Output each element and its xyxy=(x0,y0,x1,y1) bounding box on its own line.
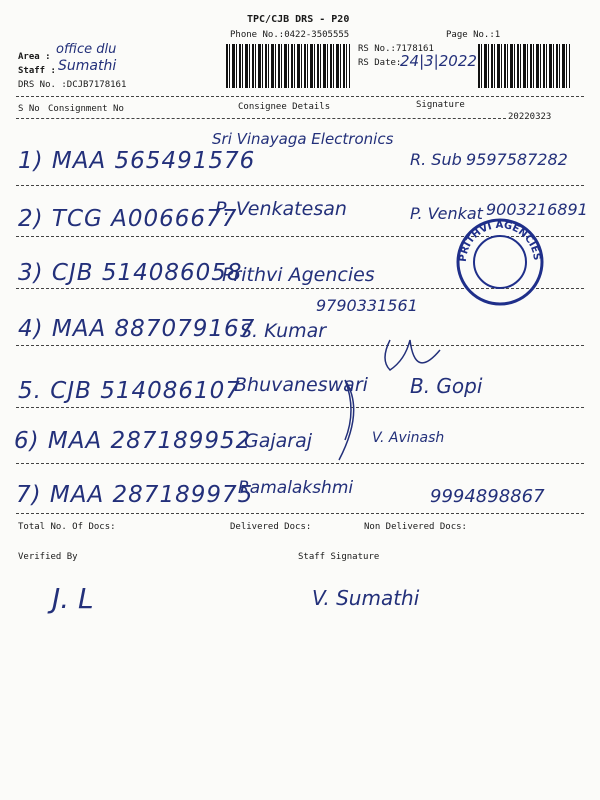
verified-by: Verified By xyxy=(18,552,78,562)
stamp-text-path: PRITHVI AGENCIES xyxy=(457,219,543,263)
row-consignment: 7) MAA 287189975 xyxy=(16,482,254,508)
page-value: 1 xyxy=(494,30,501,40)
rs-date-handwritten: 24|3|2022 xyxy=(400,52,477,70)
row-signature: V. Avinash xyxy=(372,430,445,446)
col-date-code: 20220323 xyxy=(508,112,552,122)
phone-label-text: Phone No.: xyxy=(230,30,285,40)
row-consignee: Gajaraj xyxy=(244,430,313,452)
scribble-2 xyxy=(339,380,354,460)
col-signature: Signature xyxy=(416,100,465,110)
drs-number xyxy=(18,80,126,90)
document-title: TPC/CJB DRS - P20 xyxy=(247,14,350,25)
col-consignee: Consignee Details xyxy=(238,102,331,112)
row-signature: P. Venkat xyxy=(410,204,483,223)
row-phone: 9003216891 xyxy=(486,200,588,219)
drs-value: DCJB7178161 xyxy=(66,80,127,90)
area-value: office dlu xyxy=(56,42,117,57)
non-delivered-docs: Non Delivered Docs: xyxy=(364,522,467,532)
scribble-1 xyxy=(385,340,440,370)
rs-no-label: RS No.: xyxy=(358,44,396,54)
rs-date-label: RS Date: xyxy=(358,58,402,68)
delivered-docs: Delivered Docs: xyxy=(230,522,312,532)
staff-value: Sumathi xyxy=(58,58,117,74)
row-phone: 9790331561 xyxy=(316,296,418,315)
staff-signature: V. Sumathi xyxy=(312,586,420,610)
row-consignee: Bhuvaneswari xyxy=(234,374,368,396)
drs-label: DRS No. : xyxy=(18,80,67,90)
staff-signature-label: Staff Signature xyxy=(298,552,380,562)
barcode-right xyxy=(478,44,570,88)
row-consignee: S. Kumar xyxy=(240,320,327,342)
row-consignment: 5. CJB 514086107 xyxy=(18,378,241,404)
barcode-left xyxy=(226,44,350,88)
rs-date xyxy=(358,58,401,68)
row-consignment: 6) MAA 287189952 xyxy=(14,428,252,454)
page-number xyxy=(446,30,500,40)
phone-value: 0422-3505555 xyxy=(284,30,350,40)
row-consignee: Ramalakshmi xyxy=(238,478,354,498)
row-consignee: Sri Vinayaga Electronics xyxy=(212,130,394,148)
row-consignee: Prithvi Agencies xyxy=(222,264,375,286)
col-consignment: Consignment No xyxy=(48,104,124,114)
row-divider xyxy=(16,513,584,514)
page-label: Page No.: xyxy=(446,30,495,40)
row-consignment: 2) TCG A0066677 xyxy=(18,206,238,232)
stamp-text xyxy=(458,220,542,262)
row-phone: 9597587282 xyxy=(466,150,568,169)
phone-label xyxy=(230,30,349,40)
total-docs: Total No. Of Docs: xyxy=(18,522,116,532)
stamp-inner-ring xyxy=(474,236,526,288)
row-signature: B. Gopi xyxy=(410,374,483,398)
row-consignment: 3) CJB 514086058 xyxy=(18,260,243,286)
row-phone: 9994898867 xyxy=(430,486,545,507)
row-consignment: 1) MAA 565491576 xyxy=(18,148,256,174)
company-stamp xyxy=(454,216,546,308)
signature-scribbles xyxy=(330,300,530,470)
row-signature: R. Sub xyxy=(410,150,462,169)
column-divider xyxy=(16,118,506,119)
row-consignee: P. Venkatesan xyxy=(215,198,347,220)
row-consignment: 4) MAA 887079167 xyxy=(18,316,256,342)
rs-no-value: 7178161 xyxy=(395,44,434,54)
staff-label: Staff : xyxy=(18,66,56,76)
col-sno: S No xyxy=(18,104,40,114)
area-label: Area : xyxy=(18,52,51,62)
row-divider xyxy=(16,185,584,186)
verified-signature: J. L xyxy=(52,582,94,615)
header-divider xyxy=(16,96,584,97)
